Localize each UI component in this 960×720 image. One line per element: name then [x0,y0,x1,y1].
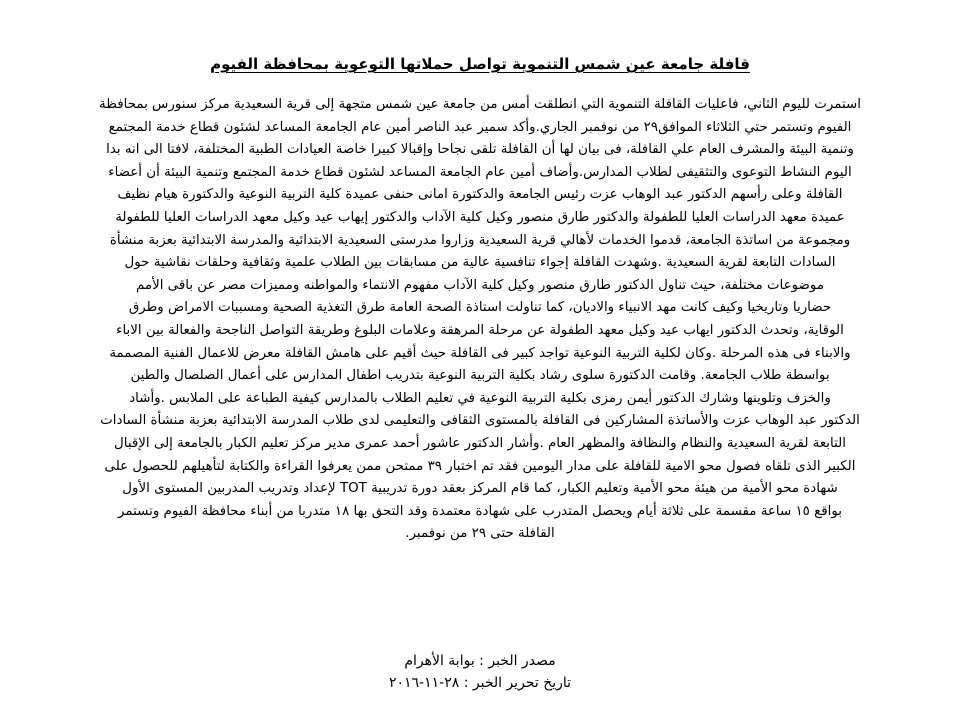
body-line: الكبير الذى تلقاه فصول محو الامية للقافلة على مدار اليومين فقد تم اختبار ٣٩ ممتحن ممن يعرفوا القراءة والكتابة لتأهيلهم للحصول على [104,458,856,474]
body-line: ومجموعة من اساتذة الجامعة، قدموا الخدمات لأهالي قرية السعيدية وزاروا مدرستى السعيدية الابتدائية والمدرسة الابتدائية بعزبة منشأة [109,232,851,248]
body-line: بواسطة طلاب الجامعة. وقامت الدكتورة سلوى رشاد بكلية التربية النوعية بتدريب اطفال المدارس على أعمال الصلصال والطين [130,368,830,384]
body-line: بواقع ١٥ ساعة مقسمة على ثلاثة أيام ويحصل المتدرب على شهادة معتمدة وقد التحق بها ١٨ متدربا من أبناء محافظة الفيوم وتستمر [117,503,843,519]
body-line: القافلة وعلى رأسهم الدكتور عبد الوهاب عزت رئيس الجامعة والدكتورة امانى حنفى عميدة كلية التربية النوعية والدكتورة هيام نظيف [117,187,843,203]
body-line: والابناء فى هذه المرحلة .وكان لكلية التربية النوعية تواجد كبير فى القافلة حيث أقيم على هامش القافلة معرض للاعمال الفنية المصممة [109,345,851,361]
date-line: تاريخ تحرير الخبر : ٢٨-١١-٢٠١٦ [388,675,572,691]
body-line: الفيوم وتستمر حتي الثلاثاء الموافق٢٩ من نوفمبر الجاري.وأكد سمير عبد الناصر أمين عام الجامعة المساعد لشئون قطاع خدمة المجتمع [108,119,852,135]
body-line: الوقاية، وتحدث الدكتور ايهاب عيد وكيل معهد الطفولة عن مرحلة المرهقة وعلامات البلوغ وطريقة التواصل الناجحة والفعالة بين الاباء [116,322,844,338]
body-line: حضاريا وتاريخيا وكيف كانت مهد الانبياء والاديان، كما تناولت استاذة الصحة العامة طرق التغذية الصحية ومسببات الامراض وطرق [128,300,832,316]
body-line: شهادة محو الأمية من هيئة محو الأمية وتعليم الكبار، كما قام المركز بعقد دورة تدريبية TOT لإعداد وتدريب المدربين المستوى الأول [122,481,838,497]
body-line: القافلة حتى ٢٩ من نوفمبر. [405,526,555,542]
body-line: السادات التابعة لقرية السعيدية .وشهدت القافلة إجواء تنافسية عالية من مسابقات بين الطلاب علمية وثقافية وحلقات نقاشية حول [124,255,836,271]
body-line: الدكتور عبد الوهاب عزت والأساتذة المشاركين فى القافلة بالمستوى الثقافى والتعليمى لدى طلاب المدرسة الابتدائية بعزبة منشأة السادات [100,413,860,429]
source-line: مصدر الخبر : بوابة الأهرام [404,653,556,669]
body-line: وتنمية البيئة والمشرف العام علي القافلة، فى بيان لها أن القافلة تلقى نجاحا وإقبالا كبيرا خاصة العيادات الطبية المختلفة، لافتا الى انه بدا [106,142,854,158]
article-footer [0,650,960,694]
body-line: والخزف وتلوينها وشارك الدكتور أيمن رمزى بكلية التربية النوعية في تعليم الطلاب بالمدارس كيفية الطباعة على الملابس .وأشاد [129,390,831,406]
body-line: موضوعات مختلفة، حيث تناول الدكتور طارق منصور وكيل كلية الآداب مفهوم الانتماء والمواطنه ومميزات مصر عن باقى الأمم [135,277,825,293]
article-title: قافلة جامعة عين شمس التنموية تواصل حملاتها التوعوية بمحافظة الفيوم [210,55,750,73]
body-line: استمرت لليوم الثاني، فاعليات القافلة التنموية التي انطلقت أمس من جامعة عين شمس متجهة إلى قرية السعيدية مركز سنورس بمحافظة [99,97,861,112]
body-line: عميدة معهد الدراسات العليا للطفولة والدكتور طارق منصور وكيل كلية الآداب والدكتور إيهاب عيد وكيل معهد الدراسات العليا للطفولة [115,209,845,225]
article-body [22,94,938,546]
body-line: التابعة لقرية السعيدية والنظام والنظافة والمظهر العام .وأشار الدكتور عاشور أحمد عمرى مدير مركز تعليم الكبار بالجامعة إلى الإقبال [114,435,846,451]
body-line: اليوم النشاط التوعوى والتثقيفى لطلاب المدارس.وأضاف أمين عام الجامعة المساعد لشئون قطاع خدمة المجتمع وتنمية البيئة أن أعضاء [108,164,852,180]
